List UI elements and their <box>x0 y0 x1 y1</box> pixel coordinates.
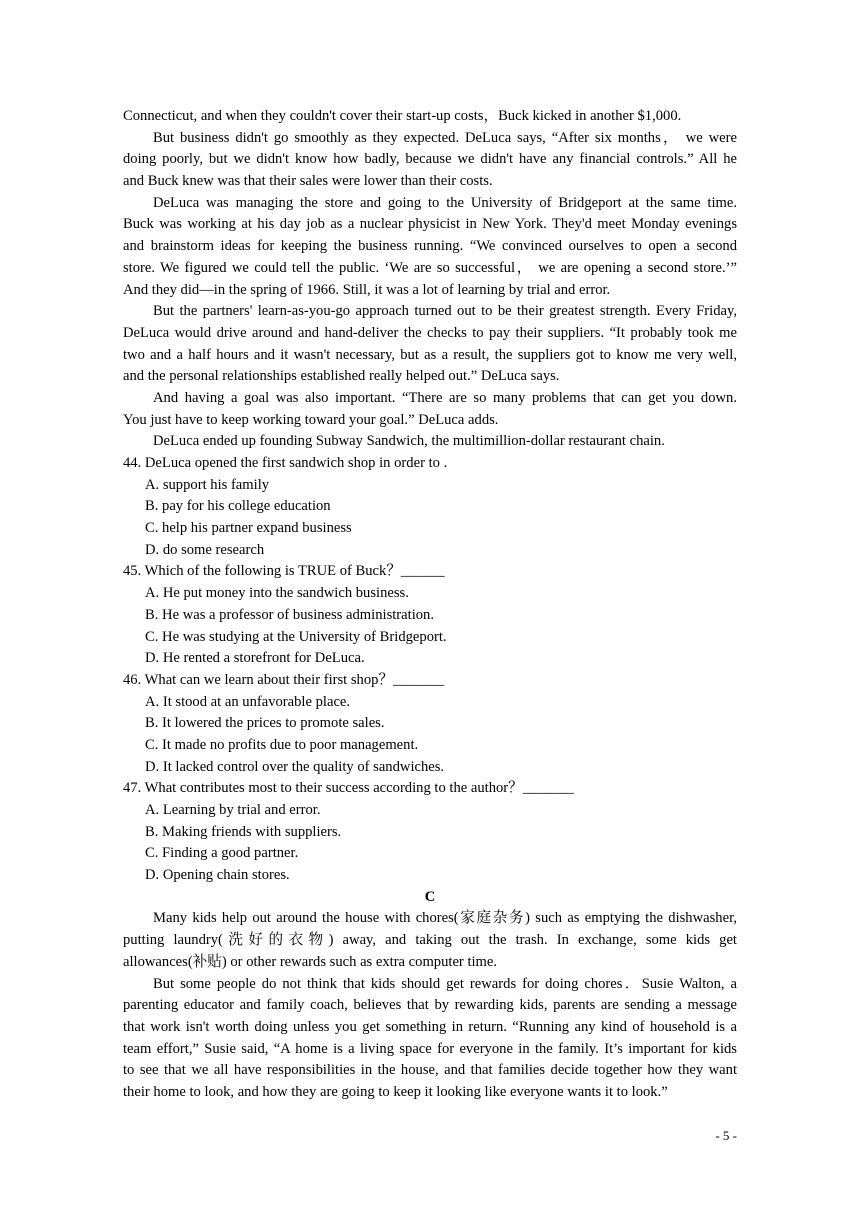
question-stem: 45. Which of the following is TRUE of Buck？______ <box>123 563 445 580</box>
text-line: And having a goal was also important. “There are so many problems that can get you down. <box>153 389 737 406</box>
text-line: two and a half hours and it wasn't necessary, but as a result, the suppliers got to know me very well, <box>123 346 737 363</box>
passage-c-paragraph <box>123 908 737 973</box>
answer-option: B. He was a professor of business administration. <box>145 606 434 623</box>
text-line: their home to look, and how they are going to keep it looking like everyone wants it to look.” <box>123 1083 668 1100</box>
passage-c-heading: C <box>424 888 436 905</box>
passage-b-paragraph <box>123 431 737 453</box>
answer-option: D. Opening chain stores. <box>145 867 290 884</box>
text-line: You just have to keep working toward your goal.” DeLuca adds. <box>123 411 499 428</box>
answer-option: C. He was studying at the University of Bridgeport. <box>145 628 447 645</box>
text-line: Connecticut, and when they couldn't cover their start-up costs，Buck kicked in another $1,000. <box>123 108 682 124</box>
text-line: team effort,” Susie said, “A home is a living space for everyone in the family. It’s important for kids <box>123 1040 737 1057</box>
text-line: DeLuca ended up founding Subway Sandwich, the multimillion-dollar restaurant chain. <box>153 433 665 450</box>
text-line: and Buck knew was that their sales were lower than their costs. <box>123 173 493 190</box>
passage-b-paragraph <box>123 193 737 301</box>
answer-option: A. support his family <box>145 476 270 493</box>
answer-option: B. It lowered the prices to promote sales. <box>145 715 385 732</box>
passage-b-paragraph <box>123 301 737 388</box>
text-line: DeLuca would drive around and hand-deliver the checks to pay their suppliers. “It probably took me <box>123 324 737 341</box>
answer-option: C. help his partner expand business <box>145 520 352 537</box>
text-line: parenting educator and family coach, believes that by rewarding kids, parents are sending a message <box>123 997 737 1014</box>
page-number: - 5 - <box>715 1128 737 1143</box>
answer-option: B. Making friends with suppliers. <box>145 823 342 840</box>
text-line: And they did—in the spring of 1966. Still, it was a lot of learning by trial and error. <box>123 281 611 298</box>
text-line: allowances(补贴) or other rewards such as extra computer time. <box>123 953 498 970</box>
page-content <box>123 106 737 1104</box>
answer-option: A. It stood at an unfavorable place. <box>145 693 351 710</box>
question-stem: 46. What can we learn about their first shop？_______ <box>123 671 445 688</box>
text-line: Many kids help out around the house with chores(家庭杂务) such as emptying the dishwasher, <box>153 910 737 927</box>
text-line: But business didn't go smoothly as they expected. DeLuca says, “After six months， we were <box>153 129 737 146</box>
passage-b-paragraph <box>123 128 737 193</box>
answer-option: D. It lacked control over the quality of sandwiches. <box>145 758 445 775</box>
passage-c-paragraph <box>123 974 737 1104</box>
text-line: But some people do not think that kids should get rewards for doing chores．Susie Walton, a <box>153 975 737 992</box>
answer-option: A. Learning by trial and error. <box>145 802 321 818</box>
answer-option: C. It made no profits due to poor management. <box>145 736 419 753</box>
text-line: store. We figured we could tell the public. ‘We are so successful， we are opening a second store.’” <box>123 259 737 276</box>
question-stem: 44. DeLuca opened the first sandwich shop in order to . <box>123 455 448 471</box>
passage-b-paragraph <box>123 106 737 128</box>
question-46 <box>123 670 737 778</box>
text-line: But the partners' learn-as-you-go approach turned out to be their greatest strength. Every Friday, <box>153 303 737 320</box>
text-line: and the personal relationships established really helped out.” DeLuca says. <box>123 368 560 385</box>
text-line: and brainstorm ideas for keeping the business running. “We convinced ourselves to open a second <box>123 238 737 255</box>
question-stem: 47. What contributes most to their success according to the author？_______ <box>123 780 574 797</box>
answer-option: C. Finding a good partner. <box>145 845 299 862</box>
answer-option: D. do some research <box>145 541 265 558</box>
text-line: to see that we all have responsibilities in the house, and that families decide together how they want <box>123 1062 737 1079</box>
answer-option: A. He put money into the sandwich business. <box>145 585 409 602</box>
question-47 <box>123 778 737 886</box>
answer-option: D. He rented a storefront for DeLuca. <box>145 650 365 667</box>
answer-option: B. pay for his college education <box>145 498 331 515</box>
passage-b-paragraph <box>123 388 737 431</box>
text-line: DeLuca was managing the store and going to the University of Bridgeport at the same time. <box>153 194 737 211</box>
text-line: that work isn't worth doing unless you get something in return. “Running any kind of household is a <box>123 1018 737 1035</box>
question-44 <box>123 453 737 561</box>
question-45 <box>123 561 737 669</box>
text-line: doing poorly, but we didn't know how badly, because we didn't have any financial controls.” All he <box>123 151 737 168</box>
text-line: Buck was working at his day job as a nuclear physicist in New York. They'd meet Monday evenings <box>123 216 737 233</box>
text-line: putting laundry(洗好的衣物) away, and taking out the trash. In exchange, some kids get <box>123 932 737 949</box>
